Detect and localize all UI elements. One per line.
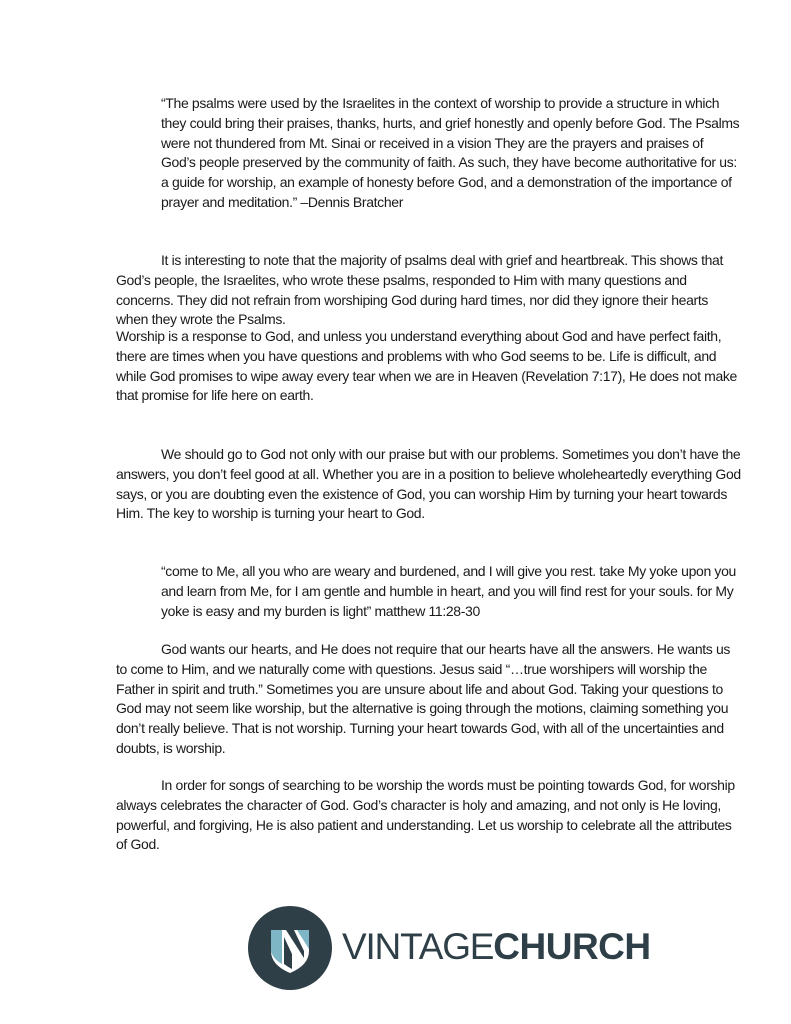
- paragraph-worship-response: Worship is a response to God, and unless you understand everything about God and have perfect faith, there are times when you have questions and problems with who God seems to be. Life is difficult, and while God promises to wipe away every tear when we are in Heaven (Revelation 7:17), He does not make that promise for life here on earth.: [116, 328, 737, 404]
- logo-text-vintage: VINTAGE: [342, 926, 494, 967]
- vintage-church-logo: [248, 906, 651, 990]
- matthew-quote: “come to Me, all you who are weary and burdened, and I will give you rest. take My yoke upon you and learn from Me, for I am gentle and humble in heart, and you will find rest for your souls. for My yoke is easy and my burden is light” matthew 11:28-30: [161, 563, 736, 619]
- paragraph-god-wants-hearts: God wants our hearts, and He does not require that our hearts have all the answers. He wants us to come to Him, and we naturally come with questions. Jesus said “…true worshipers will worship the Father in spirit and truth.” Sometimes you are unsure about life and about God. Taking your questions to God may not seem like worship, but the alternative is going through the motions, claiming something you don’t really believe. That is not worship. Turning your heart towards God, with all of the uncertainties and doubts, is worship.: [116, 641, 731, 756]
- logo-wordmark: [342, 924, 651, 970]
- logo-text-church: CHURCH: [493, 926, 651, 967]
- dennis-bratcher-quote: “The psalms were used by the Israelites in the context of worship to provide a structure in which they could bring their praises, thanks, hurts, and grief honestly and openly before God. The Psalms were not thundered from Mt. Sinai or received in a vision They are the prayers and praises of God’s people preserved by the community of faith. As such, they have become authoritative for us: a guide for worship, an example of honesty before God, and a demonstration of the importance of prayer and meditation.” –Dennis Bratcher: [161, 95, 740, 210]
- paragraph-songs-of-searching: In order for songs of searching to be worship the words must be pointing towards God, for worship always celebrates the character of God. God’s character is holy and amazing, and not only is He loving, powerful, and forgiving, He is also patient and understanding. Let us worship to celebrate all the attributes of God.: [116, 777, 735, 853]
- vintage-church-emblem-icon: [248, 906, 332, 990]
- paragraph-go-to-god: We should go to God not only with our praise but with our problems. Sometimes you don’t have the answers, you don’t feel good at all. Whether you are in a position to believe wholeheartedly everything God says, or you are doubting even the existence of God, you can worship Him by turning your heart towards Him. The key to worship is turning your heart to God.: [116, 446, 741, 522]
- paragraph-psalms-grief: It is interesting to note that the majority of psalms deal with grief and heartbreak. This shows that God’s people, the Israelites, who wrote these psalms, responded to Him with many questions and concerns. They did not refrain from worshiping God during hard times, nor did they ignore their hearts when they wrote the Psalms.: [116, 252, 724, 328]
